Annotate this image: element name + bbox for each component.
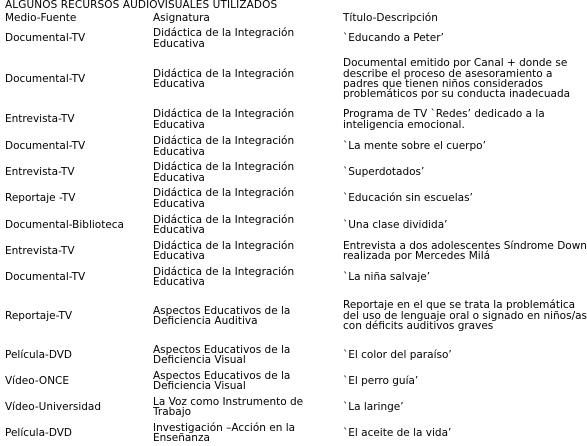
cell-titulo: Programa de TV `Redes’ dedicado a la inteligencia emocional. <box>343 108 545 131</box>
cell-medio: Película-DVD <box>5 348 72 361</box>
cell-titulo: Documental emitido por Canal + donde se describe el proceso de asesoramiento a padres que tienen niños considerados problemáticos por su conducta inadecuada <box>343 57 571 101</box>
cell-asignatura: Didáctica de la Integración Educativa <box>153 135 295 158</box>
column-header-asignatura: Asignatura <box>153 11 210 24</box>
cell-asignatura: Didáctica de la Integración Educativa <box>153 265 295 288</box>
cell-titulo: `El color del paraíso’ <box>343 348 452 361</box>
cell-asignatura: Aspectos Educativos de la Deficiencia Auditiva <box>153 304 291 327</box>
cell-asignatura: Didáctica de la Integración Educativa <box>153 108 295 131</box>
cell-asignatura: Didáctica de la Integración Educativa <box>153 27 295 50</box>
cell-medio: Documental-Biblioteca <box>5 218 124 231</box>
cell-medio: Vídeo-ONCE <box>5 374 70 387</box>
cell-titulo: `La laringe’ <box>343 400 404 413</box>
column-header-titulo: Título-Descripción <box>343 11 438 24</box>
cell-titulo: `El perro guía’ <box>343 374 419 387</box>
cell-asignatura: Investigación –Acción en la Enseñanza <box>153 421 296 444</box>
table-row <box>3 264 587 290</box>
table-row <box>3 238 587 264</box>
cell-asignatura: Didáctica de la Integración Educativa <box>153 239 295 262</box>
cell-medio: Vídeo-Universidad <box>5 400 102 413</box>
table-row <box>3 133 587 160</box>
table-row <box>3 342 587 368</box>
table-row <box>3 185 587 212</box>
table-header-row <box>3 11 587 25</box>
cell-medio: Entrevista-TV <box>5 244 75 257</box>
cell-titulo: `La niña salvaje’ <box>343 270 431 283</box>
cell-titulo: `Superdotados’ <box>343 166 425 179</box>
cell-asignatura: Didáctica de la Integración Educativa <box>153 67 295 90</box>
cell-asignatura: Didáctica de la Integración Educativa <box>153 213 295 236</box>
table-row <box>3 394 587 420</box>
cell-asignatura: Didáctica de la Integración Educativa <box>153 161 295 184</box>
table-row <box>3 290 587 342</box>
table-row <box>3 160 587 185</box>
cell-titulo: `Educación sin escuelas’ <box>343 192 473 205</box>
column-header-medio: Medio-Fuente <box>5 11 77 24</box>
cell-asignatura: Aspectos Educativos de la Deficiencia Visual <box>153 369 291 392</box>
cell-medio: Película-DVD <box>5 426 72 439</box>
table-row <box>3 25 587 52</box>
cell-titulo: Reportaje en el que se trata la problemática del uso de lenguaje oral o signado en niños/as con déficits auditivos graves <box>343 299 587 333</box>
cell-titulo: `Educando a Peter’ <box>343 32 444 45</box>
cell-titulo: `La mente sobre el cuerpo’ <box>343 140 486 153</box>
table-row <box>3 368 587 394</box>
cell-titulo: Entrevista a dos adolescentes Síndrome Down realizada por Mercedes Milá <box>343 239 587 262</box>
cell-medio: Reportaje -TV <box>5 192 76 205</box>
cell-medio: Documental-TV <box>5 270 86 283</box>
cell-medio: Documental-TV <box>5 140 86 153</box>
table-row <box>3 52 587 106</box>
table-row <box>3 420 587 446</box>
resources-table <box>3 11 587 446</box>
table-row <box>3 212 587 238</box>
cell-medio: Documental-TV <box>5 72 86 85</box>
cell-asignatura: La Voz como Instrumento de Trabajo <box>153 395 304 418</box>
cell-asignatura: Aspectos Educativos de la Deficiencia Visual <box>153 343 291 366</box>
table-heading: ALGUNOS RECURSOS AUDIOVISUALES UTILIZADOS <box>5 0 278 11</box>
table-row <box>3 106 587 133</box>
cell-medio: Entrevista-TV <box>5 113 75 126</box>
cell-asignatura: Didáctica de la Integración Educativa <box>153 187 295 210</box>
cell-titulo: `El aceite de la vida’ <box>343 426 452 439</box>
cell-medio: Reportaje-TV <box>5 309 73 322</box>
cell-medio: Documental-TV <box>5 32 86 45</box>
cell-medio: Entrevista-TV <box>5 166 75 179</box>
cell-titulo: `Una clase dividida’ <box>343 218 448 231</box>
